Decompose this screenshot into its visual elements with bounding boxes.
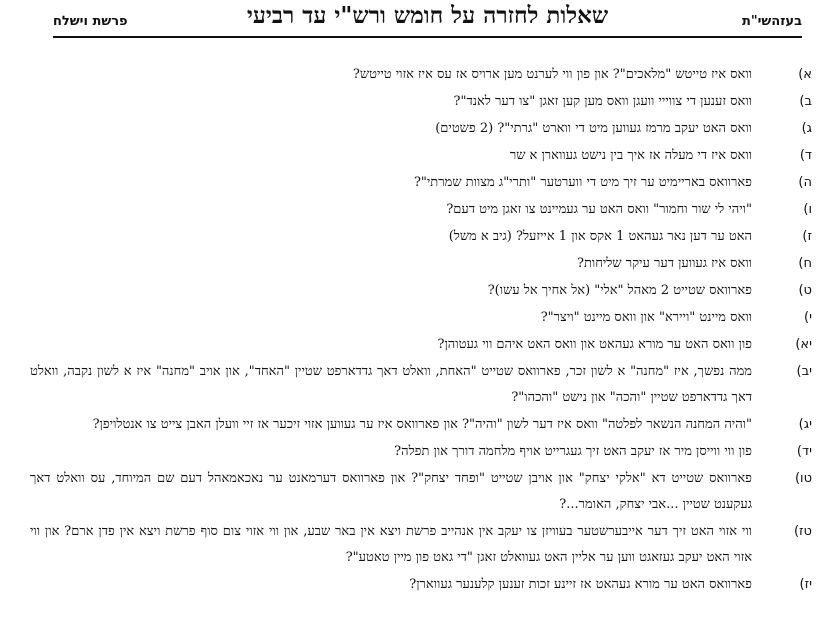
question-label: יג) [798,417,812,432]
question-label: יז) [799,577,812,592]
question-text: פארוואס שטייט 2 מאהל "אלי" (אל אחיך אל עשו)? [487,283,752,298]
question-text: פון וואס האט ער מורא געהאט און וואס האט איהם ווי געטוהן? [437,337,752,352]
question-text: וואס זענען די צווייי וועגן וואס מען קען זאגן "צו דער לאנד"? [453,94,752,109]
question-item [30,359,812,411]
question-label: ח) [798,256,812,271]
question-item [30,197,812,223]
question-item [30,62,812,88]
question-label: ז) [802,229,812,244]
question-text: פארוואס שטייט דא "אלקי יצחק" און אויבן שטייט "ופחד יצחק"? און פארוואס דערמאנט ער נאכאמאהל דעם שם המיוחד, עס וואלט דאך געקענט שטיין ...אבי יצחק, האומר...? [30,471,752,512]
question-item [30,466,812,518]
question-label: טו) [794,471,812,486]
question-item [30,519,812,571]
question-label: י) [804,310,812,325]
question-item [30,278,812,304]
question-label: ג) [801,121,812,136]
question-label: יד) [796,444,812,459]
question-text: "והיה המחנה הנשאר לפלטה" וואס איז דער לשון "והיה"? און פארוואס איז ער געווען אזוי זיכער אז זיי וועלן האבן צייט צו אנטלויפן? [92,417,752,432]
header-greeting: בעזהשי"ת [741,14,802,29]
question-text: ממה נפשך, איז "מחנה" א לשון זכר, פארוואס שטייט "האחת, וואלט דאך גדדארפט שטיין "האחד", און אויב "מחנה" איז א לשון נקבה, וואלט דאך גדדארפט שטיין "והכה" און נישט "והכהו"? [30,364,752,405]
question-item [30,305,812,331]
question-text: וואס איז טייטש "מלאכים"? און פון ווי לערנט מען ארויס אז עס איז אזוי טייטש? [352,67,752,82]
question-text: פארוואס באריימיט ער זיך מיט די ווערטער "ותרי"ג מצוות שמרתי"? [413,175,752,190]
page-title: שאלות לחזרה על חומש ורש"י עד רביעי [246,2,609,29]
question-item [30,89,812,115]
question-text: וואס מיינט "ויירא" און וואס מיינט "ויצר"? [540,310,752,325]
question-text: האט ער דען נאר געהאט 1 אקס און 1 אייזעל? (גיב א משל) [448,229,752,244]
question-item [30,439,812,465]
question-label: ט) [798,283,812,298]
page-header [53,0,802,38]
question-item [30,572,812,598]
question-item [30,251,812,277]
question-text: פארוואס האט ער מורא געהאט אז זיינע זכות זענען קלענער געווארן? [409,577,752,592]
question-label: ד) [799,148,812,163]
question-text: וואס איז געווען דער עיקר שליחות? [576,256,752,271]
question-text: פון ווי ווייסן מיר אז יעקב האט זיך געגרייט אויף מלחמה דורך און תפלה? [394,444,752,459]
question-label: טז) [793,524,812,539]
question-item [30,116,812,142]
question-label: יב) [796,364,812,379]
question-item [30,143,812,169]
question-label: ה) [798,175,812,190]
question-item [30,332,812,358]
question-item [30,170,812,196]
question-list [30,62,812,599]
question-label: א) [798,67,812,82]
question-item [30,224,812,250]
question-text: וואס האט יעקב מרמז געווען מיט די ווארט "גרתי"? (2 פשטים) [435,121,752,136]
question-label: ב) [799,94,812,109]
parsha-name: פרשת וישלח [53,14,128,29]
question-label: ו) [803,202,812,217]
question-item [30,412,812,438]
question-text: וואס איז די מעלה אז איך בין נישט געווארן א שר [509,148,752,163]
question-text: "ויהי לי שור וחמור" וואס האט ער געמיינט צו זאגן מיט דעם? [446,202,752,217]
question-label: יא) [795,337,812,352]
question-text: ווי אזוי האט זיך דער אייבערשטער בעוויזן צו יעקב אין אנהייב פרשת ויצא אין באר שבע, און ווי אזוי צום סוף פרשת ויצא אין פדן ארם? און ווי אזוי האט יעקב געזאגט ווען ער אליין האט געוואלט זאגן "די גאט פון מיין טאטע"? [30,524,752,565]
